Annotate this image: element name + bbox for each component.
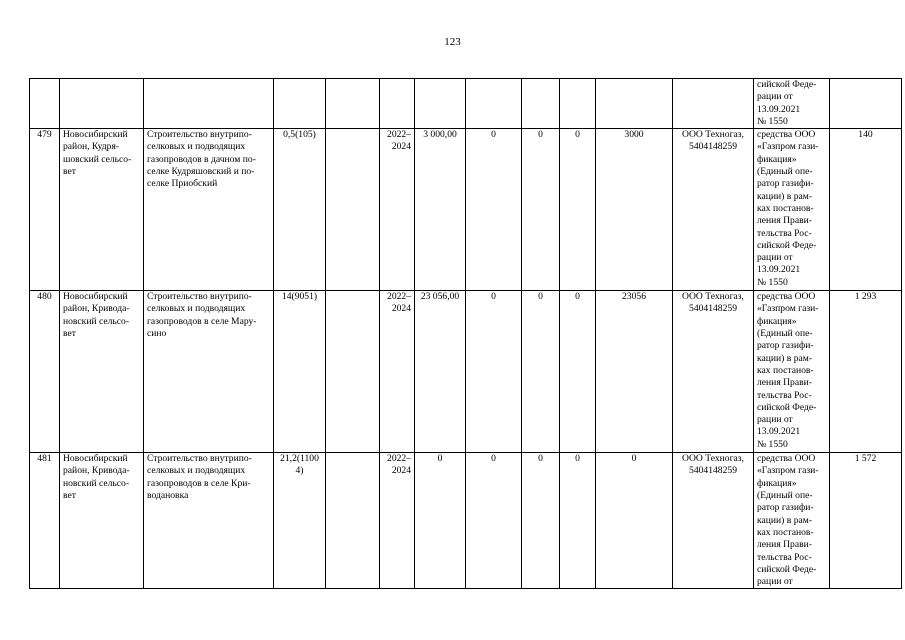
length-cell: 14(9051)	[274, 291, 326, 453]
funding-source-cell: сийской Феде- рации от 13.09.2021 № 1550	[754, 79, 830, 129]
executor-cell: ООО Техногаз, 5404148259	[673, 453, 754, 589]
executor-cell: ООО Техногаз, 5404148259	[673, 291, 754, 453]
value-cell: 3000	[596, 129, 673, 291]
value-cell: 0	[560, 291, 596, 453]
executor-cell: ООО Техногаз, 5404148259	[673, 129, 754, 291]
empty-cell	[326, 453, 380, 589]
value-cell: 0	[522, 129, 560, 291]
period-cell: 2022– 2024	[380, 129, 415, 291]
empty-cell	[326, 129, 380, 291]
length-cell: 0,5(105)	[274, 129, 326, 291]
funding-source-cell: средства ООО «Газпром гази- фикация» (Единый опе- ратор газифи- кации) в рам- ках постанов- ления Прави- тельства Рос- сийской Феде- рации от 13.09.2021 № 1550	[754, 129, 830, 291]
funding-source-cell: средства ООО «Газпром гази- фикация» (Единый опе- ратор газифи- кации) в рам- ках постанов- ления Прави- тельства Рос- сийской Феде- рации от 13.09.2021 № 1550	[754, 291, 830, 453]
page-number: 123	[444, 36, 461, 48]
value-cell: 0	[560, 129, 596, 291]
last-value-cell: 1 293	[830, 291, 902, 453]
investment-program-table	[29, 78, 902, 589]
object-cell: Строительство внутрипо- селковых и подводящих газопроводов в селе Кри- водановка	[144, 453, 274, 589]
row-number-cell: 481	[30, 453, 60, 589]
object-cell: Строительство внутрипо- селковых и подводящих газопроводов в селе Мару- сино	[144, 291, 274, 453]
district-cell: Новосибирский район, Кривода- новский сельсо- вет	[60, 453, 144, 589]
table-row	[30, 129, 902, 291]
value-cell: 0	[466, 129, 522, 291]
value-cell: 0	[466, 453, 522, 589]
object-cell: Строительство внутрипо- селковых и подводящих газопроводов в дачном по- селке Кудряшовский и по- селке Приобский	[144, 129, 274, 291]
district-cell: Новосибирский район, Кудря- шовский сельсо- вет	[60, 129, 144, 291]
value-cell: 0	[522, 291, 560, 453]
table-row-continuation	[30, 79, 902, 129]
length-cell: 21,2(1100 4)	[274, 453, 326, 589]
table-row	[30, 453, 902, 589]
period-cell: 2022– 2024	[380, 291, 415, 453]
value-cell: 0	[596, 453, 673, 589]
row-number-cell: 480	[30, 291, 60, 453]
period-cell: 2022– 2024	[380, 453, 415, 589]
district-cell: Новосибирский район, Кривода- новский сельсо- вет	[60, 291, 144, 453]
last-value-cell: 1 572	[830, 453, 902, 589]
value-cell: 0	[522, 453, 560, 589]
row-number-cell: 479	[30, 129, 60, 291]
table-row	[30, 291, 902, 453]
total-cell: 23 056,00	[415, 291, 466, 453]
total-cell: 3 000,00	[415, 129, 466, 291]
last-value-cell: 140	[830, 129, 902, 291]
value-cell: 23056	[596, 291, 673, 453]
empty-cell	[326, 291, 380, 453]
value-cell: 0	[560, 453, 596, 589]
value-cell: 0	[466, 291, 522, 453]
total-cell: 0	[415, 453, 466, 589]
funding-source-cell: средства ООО «Газпром гази- фикация» (Единый опе- ратор газифи- кации) в рам- ках постанов- ления Прави- тельства Рос- сийской Феде- рации от	[754, 453, 830, 589]
